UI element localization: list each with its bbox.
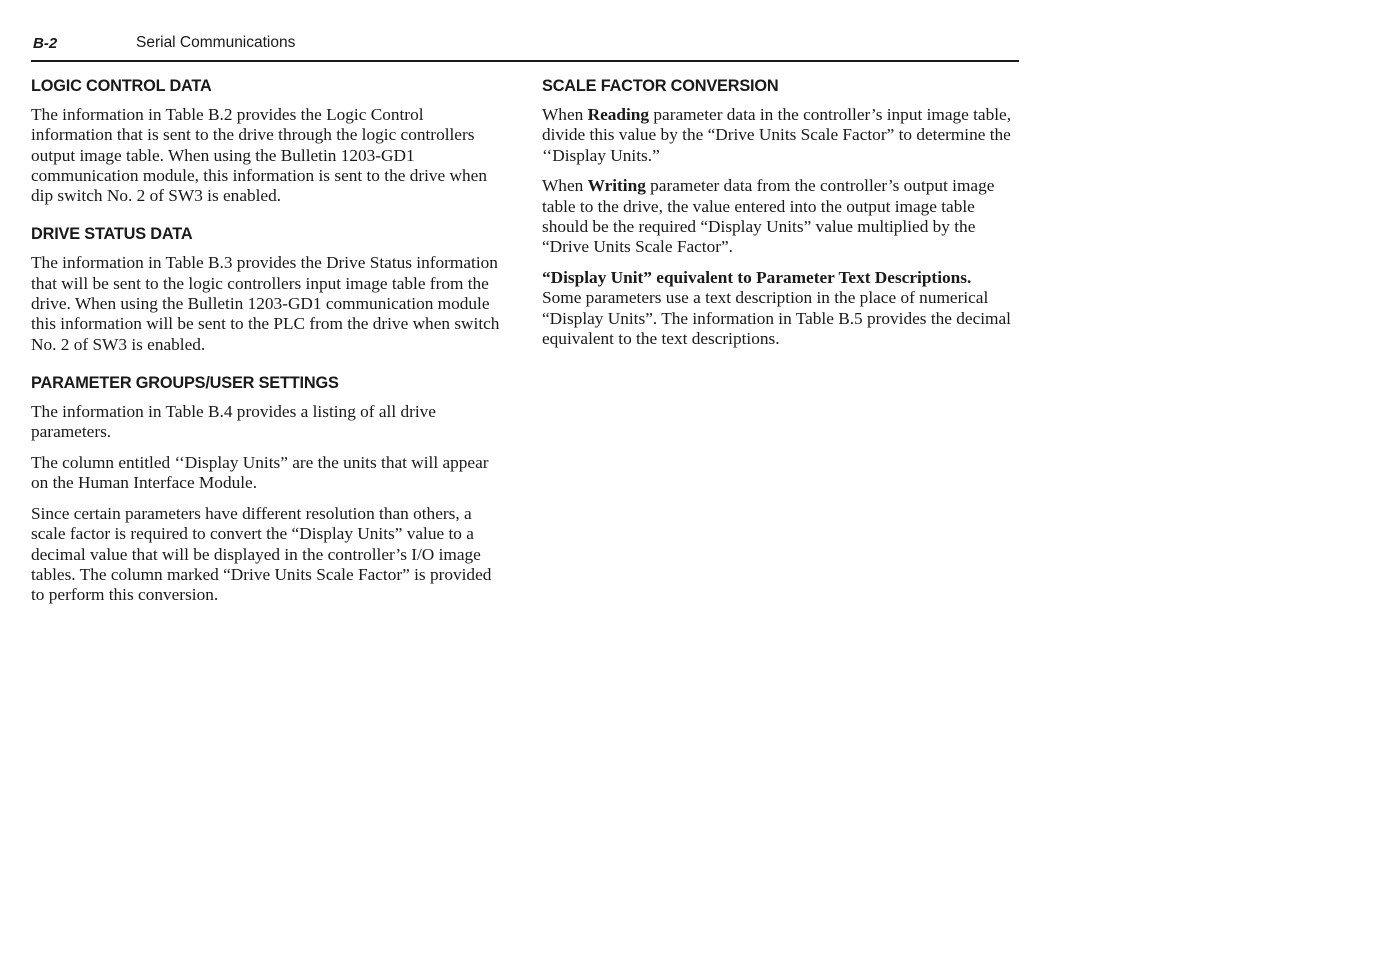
text-run: Some parameters use a text description in the place of numerical “Display Units”. The information in Table B.5 provides the decimal equivalent to the text descriptions.	[542, 288, 1011, 348]
section-heading: DRIVE STATUS DATA	[31, 224, 193, 244]
paragraph: The information in Table B.3 provides the Drive Status information that will be sent to the logic controllers input image table from the drive. When using the Bulletin 1203-GD1 communication module this information will be sent to the PLC from the drive when switch No. 2 of SW3 is enabled.	[31, 253, 500, 354]
page-header	[31, 33, 1019, 62]
section-parameter-groups	[31, 373, 503, 606]
section-heading: PARAMETER GROUPS/USER SETTINGS	[31, 372, 339, 392]
section-heading: LOGIC CONTROL DATA	[31, 76, 212, 95]
paragraph-reading	[542, 105, 1014, 166]
page-number: B-2	[33, 35, 58, 52]
text-run: When	[542, 105, 588, 124]
paragraph: The information in Table B.4 provides a listing of all drive parameters.	[31, 401, 436, 442]
right-column	[542, 76, 1014, 367]
running-title: Serial Communications	[136, 34, 296, 51]
paragraph-display-unit	[542, 268, 1014, 349]
bold-term: Writing	[587, 176, 646, 196]
text-run: When	[542, 176, 588, 196]
section-drive-status-data	[31, 224, 503, 354]
section-logic-control-data	[31, 76, 503, 206]
paragraph-writing	[542, 176, 1014, 257]
text-run: parameter data from the controller’s output image table to the drive, the value entered into the output image table should be the required “Display Units” value multiplied by the “Drive Units Scale Factor”.	[542, 176, 995, 257]
paragraph: Since certain parameters have different resolution than others, a scale factor is required to convert the “Display Units” value to a decimal value that will be displayed in the controller’s I/O image tables. The column marked “Drive Units Scale Factor” is provided to perform this conversion.	[31, 504, 492, 605]
bold-term: “Display Unit” equivalent to Parameter Text Descriptions.	[542, 268, 972, 288]
paragraph: The information in Table B.2 provides the Logic Control information that is sent to the drive through the logic controllers output image table. When using the Bulletin 1203-GD1 communication module, this information is sent to the drive when dip switch No. 2 of SW3 is enabled.	[31, 105, 487, 206]
left-column	[31, 76, 503, 624]
bold-term: Reading	[587, 105, 650, 124]
section-heading: SCALE FACTOR CONVERSION	[542, 76, 779, 95]
paragraph: The column entitled ‘‘Display Units” are the units that will appear on the Human Interface Module.	[31, 453, 489, 493]
section-scale-factor-conversion	[542, 76, 1014, 349]
text-run: parameter data in the controller’s input image table, divide this value by the “Drive Units Scale Factor” to determine the ‘‘Display Units.”	[542, 105, 1012, 165]
